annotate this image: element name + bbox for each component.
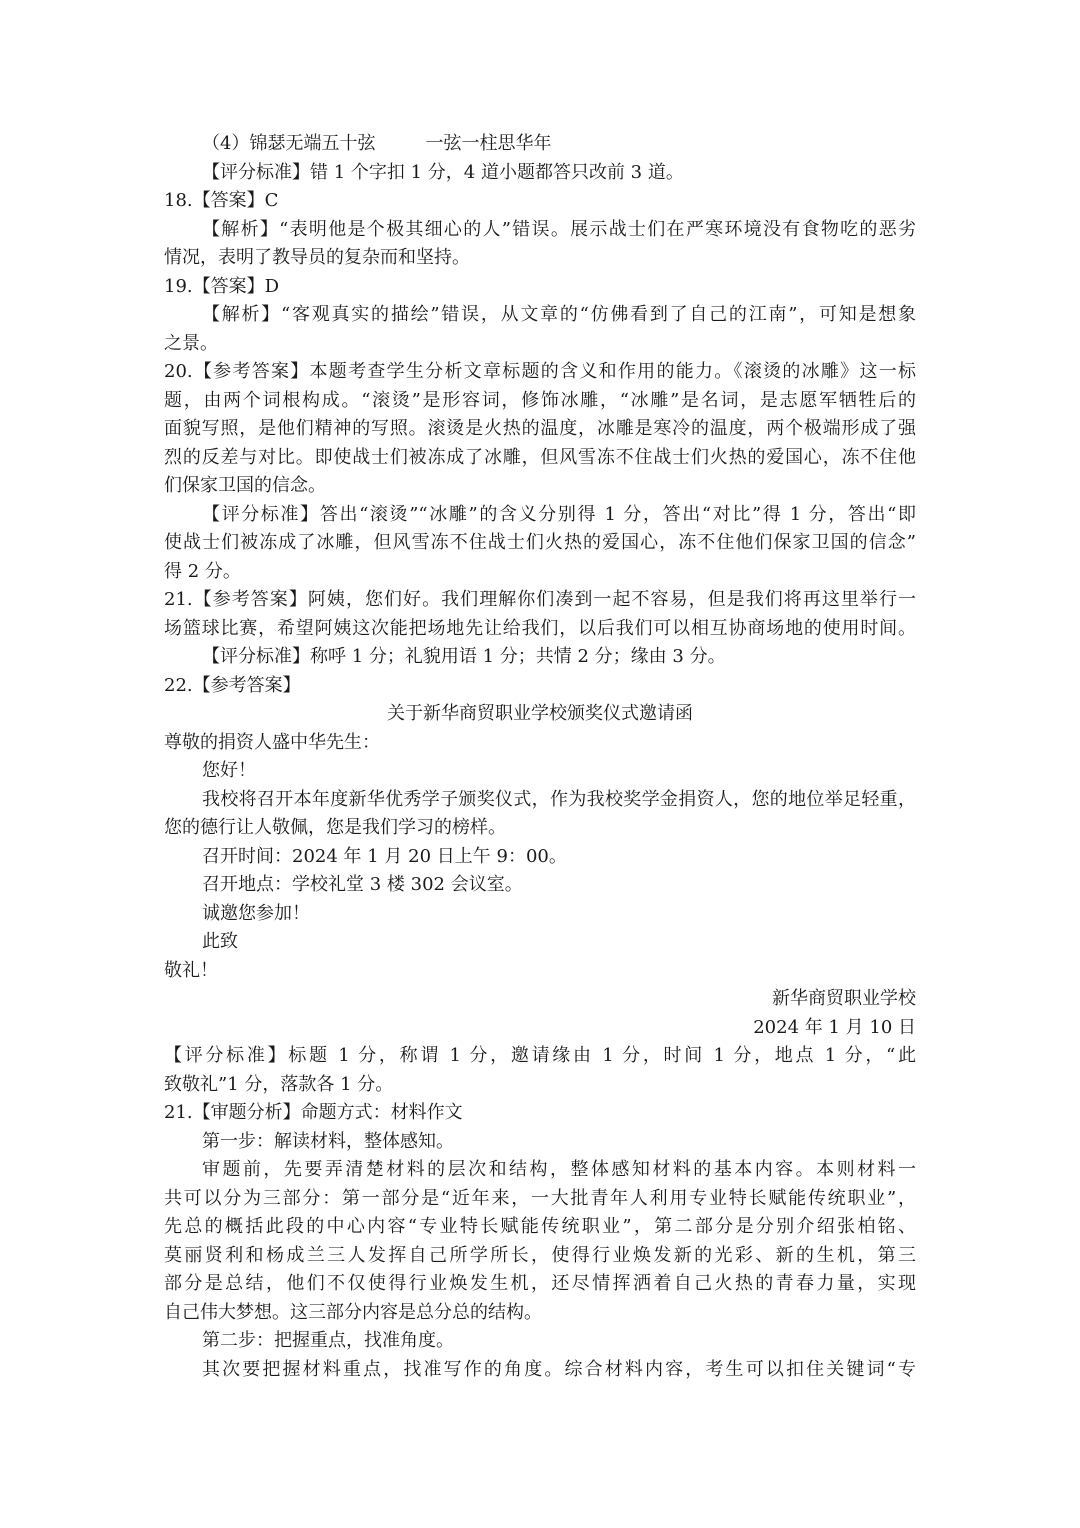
q22-scoring-standard-line: 致敬礼”1 分，落款各 1 分。: [164, 1073, 394, 1095]
q19-explanation-line: 【解析】“客观真实的描绘”错误，从文章的“仿佛看到了自己的江南”，可知是想象: [202, 304, 916, 325]
invitation-body-line: 您的德行让人敬佩，您是我们学习的榜样。: [164, 817, 506, 838]
q18-answer: 18.【答案】C: [164, 190, 279, 211]
q18-explanation-line: 【解析】“表明他是个极其细心的人”错误。展示战士们在严寒环境没有食物吃的恶劣: [202, 218, 916, 240]
invitation-signature: 新华商贸职业学校: [772, 988, 916, 1009]
q22-scoring-standard-line: 【评分标准】标题 1 分，称谓 1 分，邀请缘由 1 分，时间 1 分，地点 1 分，“此: [164, 1045, 916, 1066]
q20-reference-answer-line: 烈的反差与对比。即使战士们被冻成了冰雕，但风雪冻不住战士们火热的爱国心，冻不住他: [164, 446, 916, 468]
invitation-invite: 诚邀您参加！: [202, 902, 310, 924]
q17-scoring-standard: 【评分标准】错 1 个字扣 1 分，4 道小题都答只改前 3 道。: [202, 161, 684, 183]
essay-paragraph-line: 部分是总结，他们不仅使得行业焕发生机，还尽情挥洒着自己火热的青春力量，实现: [164, 1273, 916, 1294]
essay-step-2: 第二步：把握重点，找准角度。: [202, 1330, 454, 1351]
essay-analysis-heading: 21.【审题分析】命题方式：材料作文: [164, 1102, 463, 1123]
essay-paragraph-line: 共可以分为三部分：第一部分是“近年来，一大批青年人利用专业特长赋能传统职业”，: [164, 1187, 916, 1209]
q21-reference-answer-line: 21.【参考答案】阿姨，您们好。我们理解你们凑到一起不容易，但是我们将再这里举行一: [164, 589, 916, 610]
q20-reference-answer-line: 们保家卫国的信念。: [164, 475, 326, 496]
q21-reference-answer-line: 场篮球比赛，希望阿姨这次能把场地先让给我们，以后我们可以相互协商场地的使用时间。: [164, 617, 916, 639]
essay-paragraph-line: 自己伟大梦想。这三部分内容是总分总的结构。: [164, 1301, 542, 1323]
q22-answer-heading: 22.【参考答案】: [164, 674, 301, 696]
q20-scoring-standard-line: 得 2 分。: [164, 560, 241, 582]
answer-key-content: [164, 130, 916, 1384]
essay-paragraph-line: 先总的概括此段的中心内容“专业特长赋能传统职业”，第二部分是分别介绍张柏铭、: [164, 1216, 916, 1237]
q21-scoring-standard: 【评分标准】称呼 1 分；礼貌用语 1 分；共情 2 分；缘由 3 分。: [202, 646, 726, 667]
q17-item-4-line-b: 一弦一柱思华年: [425, 133, 552, 154]
invitation-date: 2024 年 1 月 10 日: [753, 1016, 916, 1038]
essay-paragraph-line: 审题前，先要弄清楚材料的层次和结构，整体感知材料的基本内容。本则材料一: [202, 1159, 916, 1180]
invitation-jingli: 敬礼！: [164, 959, 218, 981]
q19-answer: 19.【答案】D: [164, 275, 280, 297]
q18-explanation-line: 情况，表明了教导员的复杂而和坚持。: [164, 247, 470, 268]
q19-explanation-line: 之景。: [164, 332, 218, 354]
invitation-salutation: 尊敬的捐资人盛中华先生：: [164, 731, 380, 753]
essay-paragraph-line: 其次要把握材料重点，找准写作的角度。综合材料内容，考生可以扣住关键词“专: [202, 1358, 916, 1380]
q17-item-4: [164, 130, 916, 159]
q20-scoring-standard-line: 【评分标准】答出“滚烫”“冰雕”的含义分别得 1 分，答出“对比”得 1 分，答出“即: [202, 503, 916, 525]
invitation-greeting: 您好！: [202, 760, 256, 781]
invitation-time: 召开时间：2024 年 1 月 20 日上午 9：00。: [202, 845, 567, 867]
essay-step-1: 第一步：解读材料，整体感知。: [202, 1130, 454, 1152]
q17-item-4-line-a: （4）锦瑟无端五十弦: [202, 133, 376, 154]
q20-reference-answer-line: 面貌写照，是他们精神的写照。滚烫是火热的温度，冰雕是寒冷的温度，两个极端形成了强: [164, 418, 916, 439]
q20-reference-answer-line: 题，由两个词根构成。“滚烫”是形容词，修饰冰雕，“冰雕”是名词，是志愿军牺牲后的: [164, 389, 916, 411]
invitation-place: 召开地点：学校礼堂 3 楼 302 会议室。: [202, 874, 523, 895]
q20-scoring-standard-line: 使战士们被冻成了冰雕，但风雪冻不住战士们火热的爱国心，冻不住他们保家卫国的信念”: [164, 532, 916, 553]
invitation-body-line: 我校将召开本年度新华优秀学子颁奖仪式，作为我校奖学金捐资人，您的地位举足轻重，: [202, 788, 916, 810]
invitation-letter-title: 关于新华商贸职业学校颁奖仪式邀请函: [387, 703, 693, 724]
essay-paragraph-line: 莫丽贤利和杨成兰三人发挥自己所学所长，使得行业焕发新的光彩、新的生机，第三: [164, 1244, 916, 1266]
invitation-cizhi: 此致: [202, 931, 238, 952]
q20-reference-answer-line: 20.【参考答案】本题考查学生分析文章标题的含义和作用的能力。《滚烫的冰雕》这一标: [164, 361, 916, 382]
